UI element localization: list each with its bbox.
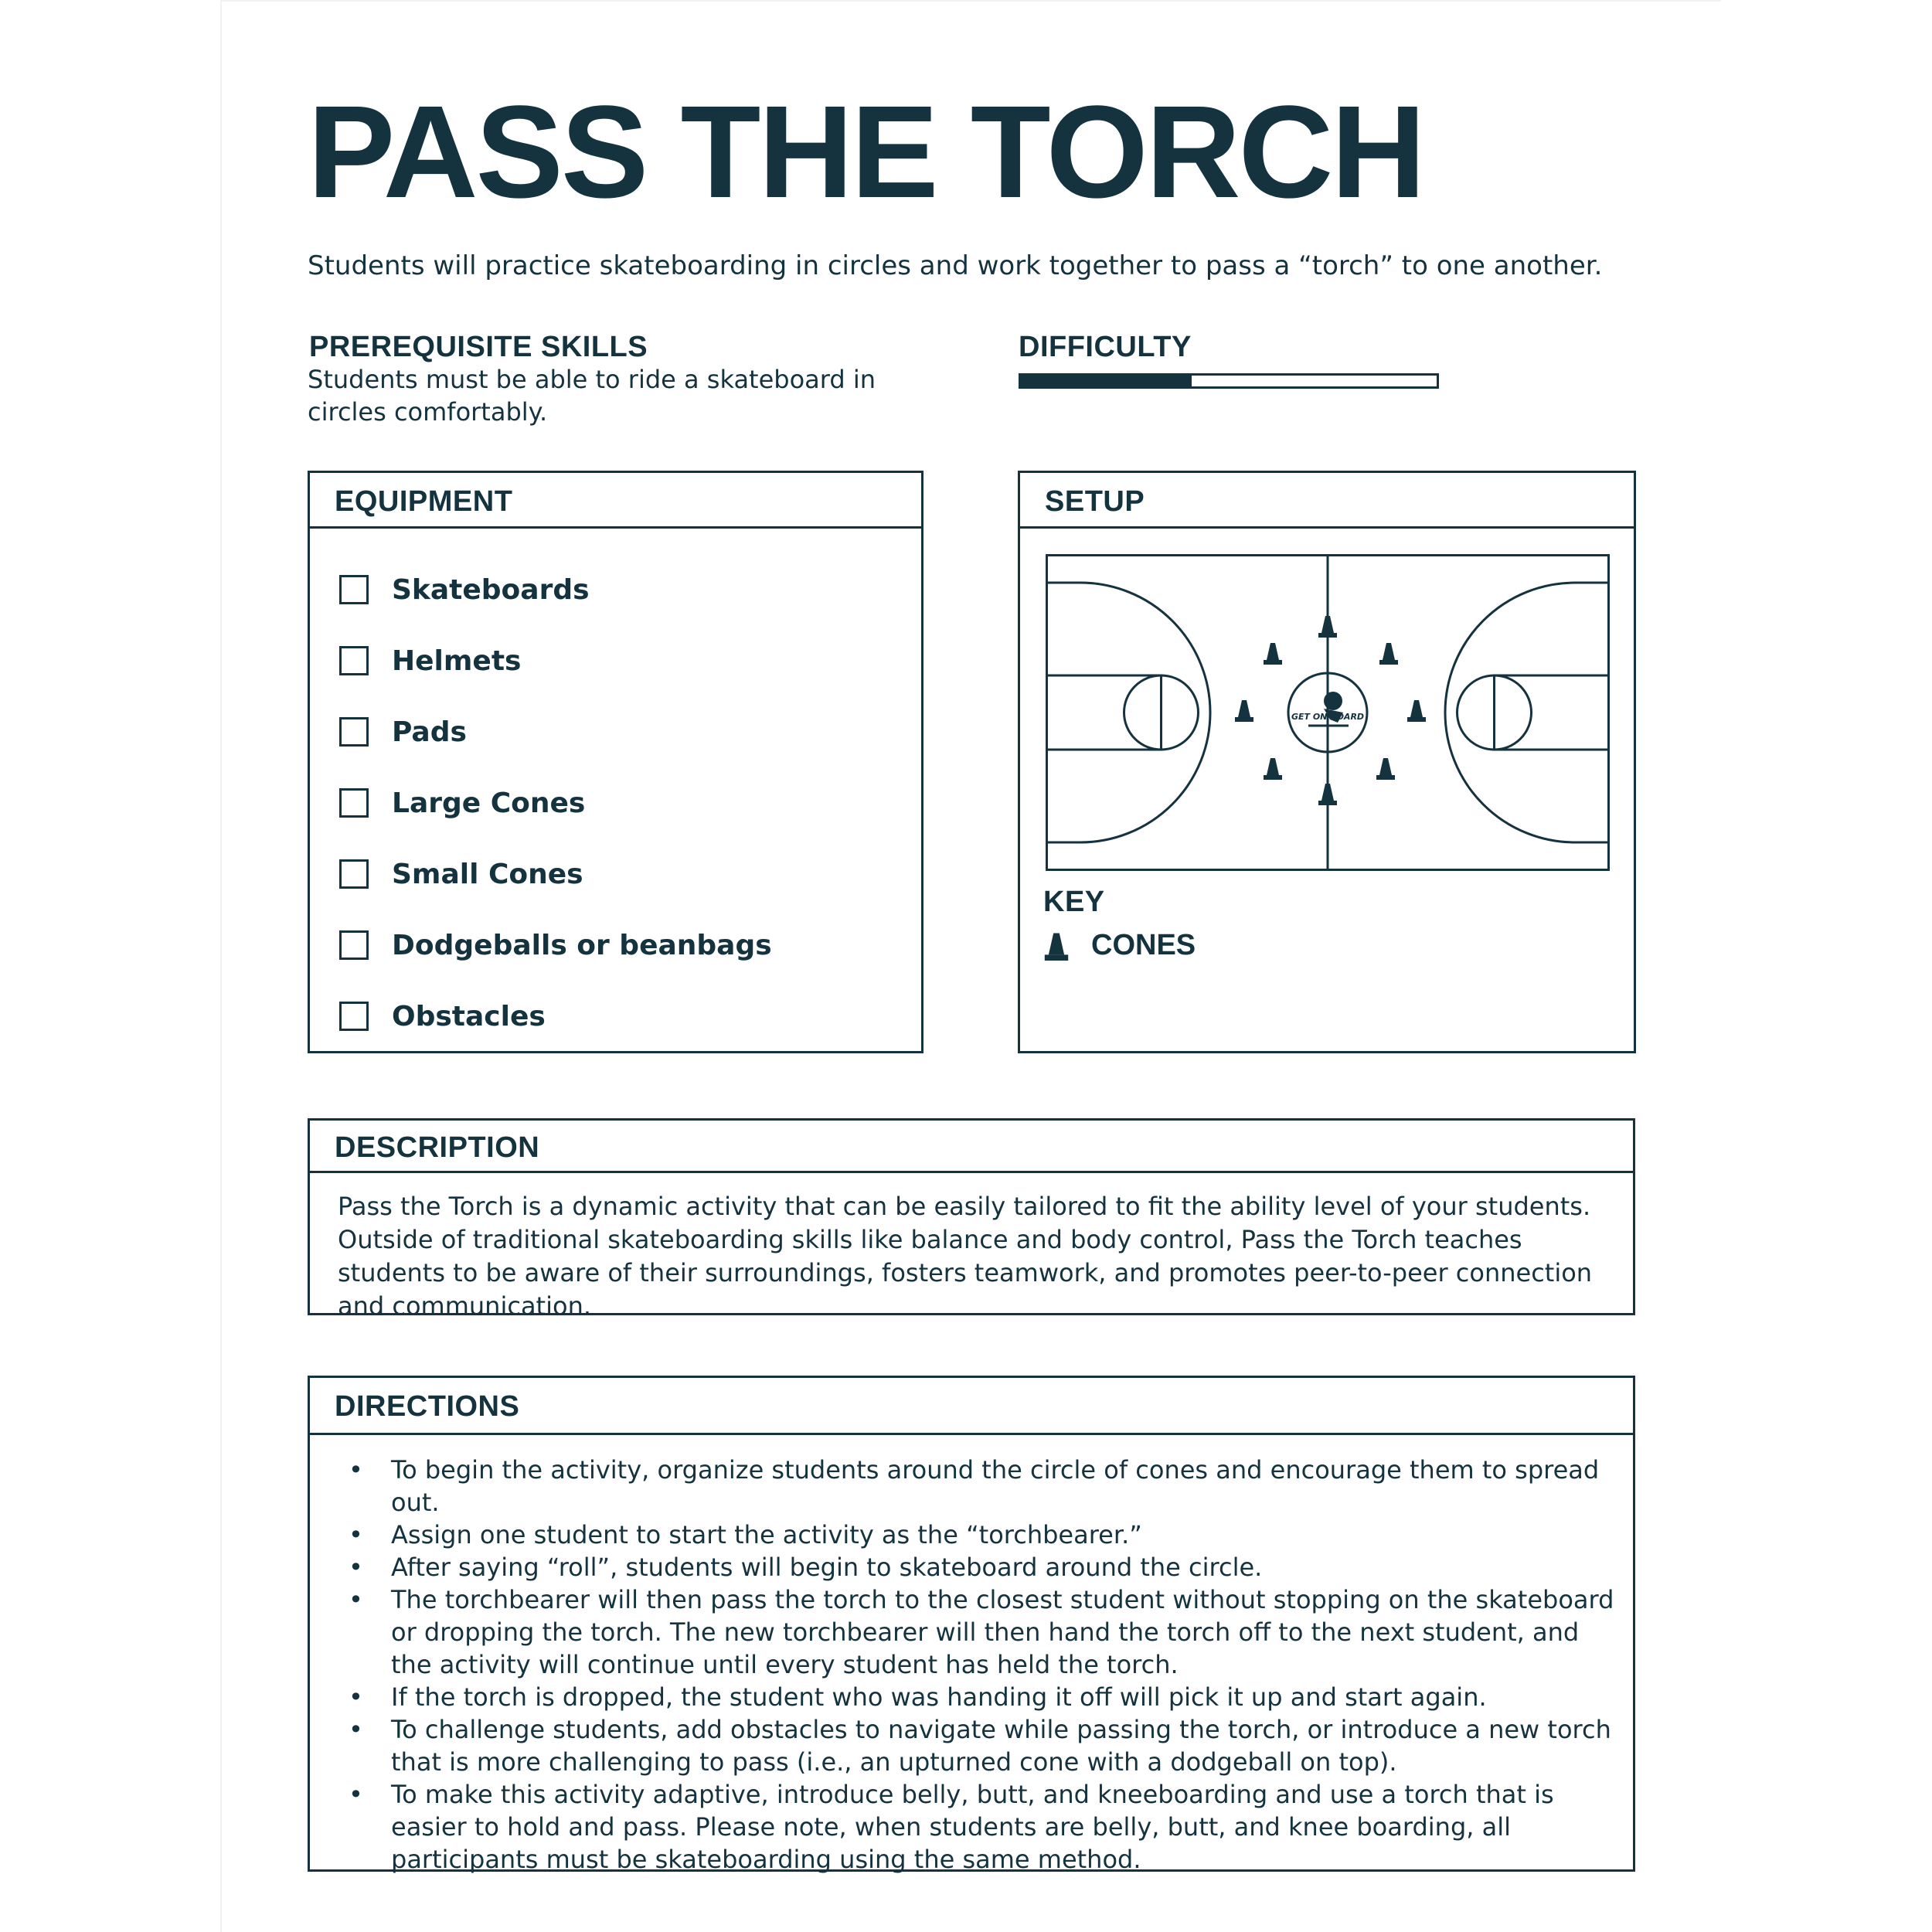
equipment-item[interactable] bbox=[339, 910, 772, 981]
cone-icon bbox=[1264, 643, 1282, 665]
equipment-label: Skateboards bbox=[392, 573, 590, 606]
bullet: • bbox=[349, 1715, 363, 1744]
cone-icon bbox=[1376, 758, 1395, 780]
list-item bbox=[349, 1583, 1616, 1681]
list-item bbox=[349, 1551, 1616, 1583]
difficulty-heading: DIFFICULTY bbox=[1019, 331, 1192, 363]
equipment-label: Small Cones bbox=[392, 858, 583, 890]
page-edge-top bbox=[222, 0, 1721, 2]
checkbox[interactable] bbox=[339, 1002, 369, 1031]
checkbox[interactable] bbox=[339, 930, 369, 960]
direction-text: To begin the activity, organize students around the circle of cones and encourage them to spread out. bbox=[391, 1455, 1600, 1517]
cone-icon bbox=[1318, 616, 1337, 638]
directions-list bbox=[349, 1454, 1616, 1876]
direction-text: Assign one student to start the activity as the “torchbearer.” bbox=[391, 1520, 1142, 1549]
difficulty-bar bbox=[1019, 373, 1439, 389]
equipment-item[interactable] bbox=[339, 767, 772, 838]
setup-panel bbox=[1018, 471, 1636, 1053]
equipment-label: Obstacles bbox=[392, 1000, 546, 1032]
prerequisite-heading: PREREQUISITE SKILLS bbox=[309, 331, 648, 363]
directions-heading: DIRECTIONS bbox=[335, 1390, 520, 1423]
cone-icon bbox=[1235, 700, 1253, 722]
bullet: • bbox=[349, 1455, 363, 1485]
equipment-item[interactable] bbox=[339, 554, 772, 625]
direction-text: To challenge students, add obstacles to navigate while passing the torch, or introduce a new torch that is more challenging to pass (i.e., an upturned cone with a dodgeball on top). bbox=[391, 1715, 1611, 1777]
paint-right bbox=[1495, 675, 1609, 750]
directions-header bbox=[310, 1378, 1633, 1435]
equipment-label: Pads bbox=[392, 716, 467, 748]
list-item bbox=[349, 1778, 1616, 1876]
paint-left bbox=[1047, 675, 1162, 750]
logo-text: GET ON BOARD bbox=[1291, 712, 1365, 722]
direction-text: If the torch is dropped, the student who was handing it off will pick it up and start again. bbox=[391, 1682, 1487, 1712]
description-header bbox=[310, 1121, 1633, 1173]
cone-icon bbox=[1318, 784, 1337, 805]
checkbox[interactable] bbox=[339, 575, 369, 604]
setup-heading: SETUP bbox=[1045, 485, 1145, 518]
key-cones-label: CONES bbox=[1091, 929, 1196, 961]
bullet: • bbox=[349, 1553, 363, 1582]
cone-icon bbox=[1042, 931, 1071, 961]
checkbox[interactable] bbox=[339, 646, 369, 675]
key-heading: KEY bbox=[1043, 886, 1105, 918]
bullet: • bbox=[349, 1682, 363, 1712]
three-point-arc-left bbox=[1047, 583, 1211, 842]
basketball-court-diagram bbox=[1046, 554, 1610, 871]
bullet: • bbox=[349, 1520, 363, 1549]
list-item bbox=[349, 1519, 1616, 1551]
equipment-item[interactable] bbox=[339, 696, 772, 767]
cone-icon bbox=[1264, 758, 1282, 780]
prerequisite-text: Students must be able to ride a skateboard in circles comfortably. bbox=[308, 365, 876, 427]
list-item bbox=[349, 1713, 1616, 1778]
equipment-item[interactable] bbox=[339, 838, 772, 910]
direction-text: The torchbearer will then pass the torch to the closest student without stopping on the skateboard or dropping the torch. The new torchbearer will then hand the torch off to the next student, and the activity will continue until every student has held the torch. bbox=[391, 1585, 1614, 1679]
checkbox[interactable] bbox=[339, 788, 369, 818]
equipment-header bbox=[310, 473, 921, 529]
equipment-panel bbox=[308, 471, 923, 1053]
equipment-label: Dodgeballs or beanbags bbox=[392, 929, 772, 961]
equipment-label: Large Cones bbox=[392, 787, 586, 819]
equipment-heading: EQUIPMENT bbox=[335, 485, 513, 518]
equipment-label: Helmets bbox=[392, 645, 522, 677]
cone-icon bbox=[1379, 643, 1398, 665]
list-item bbox=[349, 1681, 1616, 1713]
direction-text: After saying “roll”, students will begin to skateboard around the circle. bbox=[391, 1553, 1263, 1582]
key-cones-row bbox=[1042, 929, 1196, 962]
description-text: Pass the Torch is a dynamic activity that can be easily tailored to fit the ability level of your students. Outside of traditional skateboarding skills like balance and body control, Pass the Torch teaches students to be aware of their surroundings, fosters teamwork, and promotes peer-to-peer connection and communication. bbox=[338, 1192, 1593, 1321]
direction-text: To make this activity adaptive, introduce belly, butt, and kneeboarding and use a torch that is easier to hold and pass. Please note, when students are belly, butt, and knee boarding, all participants must be skateboarding using the same method. bbox=[391, 1780, 1554, 1874]
intro-text: Students will practice skateboarding in circles and work together to pass a “torch” to one another. bbox=[308, 250, 1603, 281]
list-item bbox=[349, 1454, 1616, 1519]
checkbox[interactable] bbox=[339, 859, 369, 889]
description-panel bbox=[308, 1118, 1635, 1321]
directions-panel bbox=[308, 1376, 1635, 1872]
description-heading: DESCRIPTION bbox=[335, 1131, 540, 1164]
equipment-item[interactable] bbox=[339, 981, 772, 1052]
bullet: • bbox=[349, 1780, 363, 1809]
setup-header bbox=[1020, 473, 1634, 529]
difficulty-fill bbox=[1021, 376, 1192, 386]
page-edge bbox=[220, 0, 222, 1932]
equipment-list bbox=[339, 554, 772, 1052]
three-point-arc-right bbox=[1445, 583, 1609, 842]
equipment-item[interactable] bbox=[339, 625, 772, 696]
page-title: PASS THE TORCH bbox=[308, 79, 1424, 226]
cone-icon bbox=[1407, 700, 1426, 722]
bullet: • bbox=[349, 1585, 363, 1614]
checkbox[interactable] bbox=[339, 717, 369, 747]
